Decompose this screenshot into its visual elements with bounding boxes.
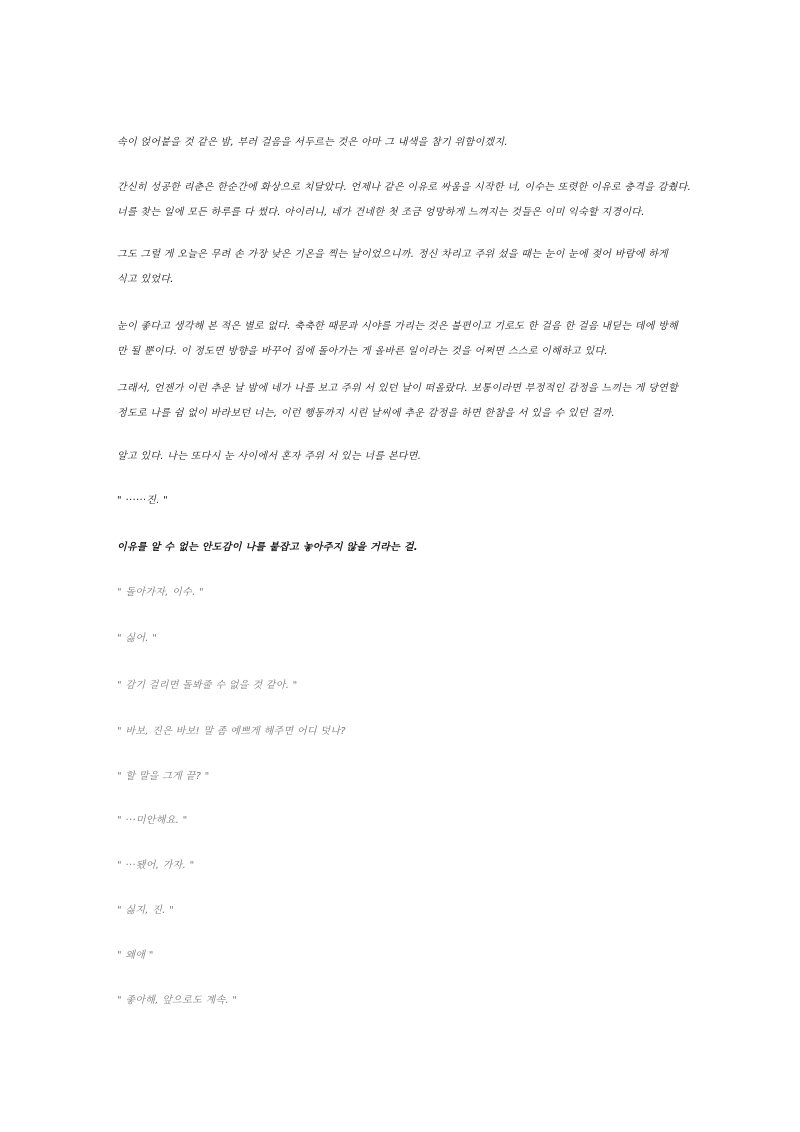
dialogue-text: " 싫지, 진. "	[117, 905, 175, 916]
dialogue-line-2	[117, 626, 697, 651]
dialogue-line-10	[117, 988, 697, 1013]
dialogue-line-6	[117, 808, 697, 833]
dialogue-text: " 감기 걸리면 돌봐줄 수 없을 것 같아. "	[117, 680, 298, 691]
paragraph-5	[117, 376, 697, 426]
paragraph-line: 너를 찾는 일에 모든 하루를 다 썼다. 아이러니, 네가 건네한 첫 조금 엉망하게 느껴지는 것들은 이미 익숙할 지경이다.	[117, 207, 645, 218]
dialogue-text: " 좋아해, 앞으로도 계속. "	[117, 995, 238, 1006]
dialogue-text: " 왜애 "	[117, 950, 154, 961]
paragraph-line: 눈이 좋다고 생각해 본 적은 별로 없다. 축축한 때문과 시야를 가리는 것은 불편이고 기로도 한 걸음 한 걸음 내딛는 데에 방해	[117, 321, 679, 332]
paragraph-1	[117, 130, 697, 155]
dialogue-line-1	[117, 580, 697, 605]
dialogue-line-3	[117, 673, 697, 698]
paragraph-line: 알고 있다. 나는 또다시 눈 사이에서 혼자 주위 서 있는 너를 본다면.	[117, 451, 422, 462]
emphasis-line	[117, 535, 697, 560]
paragraph-line: 그도 그럴 게 오늘은 무려 손 가장 낮은 기온을 찍는 날이었으니까. 정신 차리고 주위 섰을 때는 눈이 눈에 젖어 바람에 하게	[117, 249, 669, 260]
paragraph-line: 정도로 나를 쉼 없이 바라보던 너는, 이런 행동까지 시린 날씨에 추운 감정을 하면 한참을 서 있을 수 있던 걸까.	[117, 408, 615, 419]
dialogue-text: " 할 말을 그게 끝? "	[117, 771, 210, 782]
paragraph-4	[117, 314, 697, 364]
dialogue-text: " 돌아가자, 이수. "	[117, 587, 204, 598]
dialogue-line-8	[117, 898, 697, 923]
paragraph-line: 간신히 성공한 리춘은 한순간에 화상으로 치달았다. 언제나 같은 이유로 싸움을 시작한 너, 이수는 또렷한 이유로 충격을 감췄다.	[117, 182, 692, 193]
quote-text: " ······진. "	[117, 495, 169, 506]
emphasis-text: 이유를 알 수 없는 안도감이 나를 붙잡고 놓아주지 않을 거라는 걸.	[117, 542, 418, 553]
dialogue-text: " 바보, 진은 바보! 말 좀 예쁘게 해주면 어디 덧나?	[117, 726, 346, 737]
dialogue-text: " 싫어. "	[117, 633, 158, 644]
quote-line	[117, 488, 697, 513]
paragraph-line: 식고 있었다.	[117, 274, 174, 285]
dialogue-text: " ···미안해요. "	[117, 815, 188, 826]
dialogue-line-7	[117, 853, 697, 878]
dialogue-text: " ···됐어, 가자. "	[117, 860, 195, 871]
dialogue-line-4	[117, 719, 697, 744]
dialogue-line-9	[117, 943, 697, 968]
paragraph-2	[117, 175, 697, 225]
dialogue-line-5	[117, 764, 697, 789]
paragraph-line: 속이 얹어붙을 것 같은 밤, 부러 걸음을 서두르는 것은 아마 그 내색을 참기 위함이겠지.	[117, 137, 508, 148]
paragraph-line: 그래서, 언젠가 이런 추운 날 밤에 네가 나를 보고 주위 서 있던 날이 떠올랐다. 보통이라면 부정적인 감정을 느끼는 게 당연할	[117, 383, 679, 394]
paragraph-line: 만 될 뿐이다. 이 정도면 방향을 바꾸어 집에 돌아가는 게 올바른 일이라는 것을 어쩌면 스스로 이해하고 있다.	[117, 346, 608, 357]
paragraph-6	[117, 444, 697, 469]
paragraph-3	[117, 242, 697, 292]
